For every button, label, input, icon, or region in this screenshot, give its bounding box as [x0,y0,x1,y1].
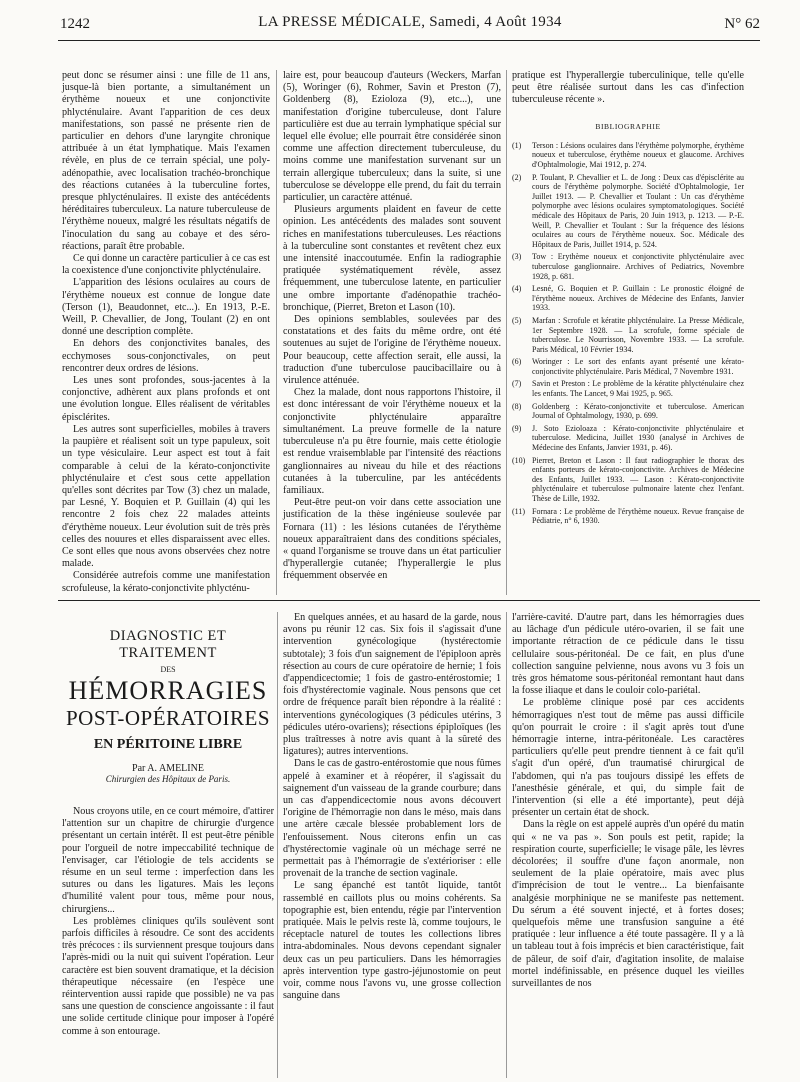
bibliography-text: Tow : Erythème noueux et conjonctivite phlycténulaire avec tuberculose ganglionnaire. Archives of Pediatrics, Novembre 1928, p. 681. [532,252,744,281]
article-column-1 [62,806,274,1074]
paragraph: L'apparition des lésions oculaires au cours de l'érythème noueux est connue de longue date (Terson (1), Beaudonnet, etc...). En 1913, P.-E. Weill, P. Chevallier, de Jong, Toulant (2) en ont donné une description complète. [62,277,270,338]
bibliography-text: Pierret, Breton et Lason : Il faut radiographier le thorax des enfants porteurs de kérato-conjonctivite. Archives de Médecine des Enfants, Juillet 1933. — Lason : Kérato-conjonctivite phlycténulaire et tuberculose pulmonaire latente chez l'enfant. Thèse de Lille, 1932. [532,455,744,503]
column-divider [506,612,507,1078]
article-title-line: EN PÉRITOINE LIBRE [93,737,243,752]
bibliography-number: (7) [512,379,522,389]
bibliography-entry [512,284,744,313]
bibliography-number: (9) [512,423,522,433]
bibliography-entry [512,173,744,250]
column-divider [276,70,277,595]
bibliography-text: P. Toulant, P. Chevallier et L. de Jong : Deux cas d'épisclérite au cours de l'érythème polymorphe. Société d'Ophtalmologie, 1er Juillet 1913. — P. Chevallier et Toulant : Un cas d'érythème polymorphe avec lésions oculaires symptomatologiques. Société médicale des Hôpitaux de Paris, 20 Juin 1913, p. 1213. — P.-E. Weill, P. Chevallier et Toulant : Sur la fréquence des lésions oculaires au cours de l'érythème noueux. Soc. Médicale des Hôpitaux de Paris, Juillet 1914, p. 524. [532,172,744,249]
article-title-block [62,628,274,784]
article-title-line: HÉMORRAGIES [68,676,268,705]
article-title-line: POST-OPÉRATOIRES [65,706,271,730]
column-divider [277,612,278,1078]
paragraph: Le sang épanché est tantôt liquide, tantôt rassemblé en caillots plus ou moins cohérents. Sa topographie est, bien entendu, régie par l'intervention pratiquée. Mais le pelvis reste là, comme toujours, le réceptacle naturel de toutes les collections libres intra-abdominales. Nous devons cependant signaler deux cas un peu particuliers. Dans les hémorragies après intervention type gastro-jéjunostomie on peut voir, comme nous l'avons vu, une grosse collection sanguine dans [283,880,501,1002]
bibliography-entry [512,252,744,281]
paragraph: Considérée autrefois comme une manifestation scrofuleuse, la kérato-conjonctivite phlycténu- [62,570,270,594]
bibliography-entry [512,456,744,504]
upper-column-2 [283,70,501,590]
issue-number: N° 62 [724,16,760,32]
bibliography-number: (1) [512,140,522,150]
paragraph: Le problème clinique posé par ces accidents hémorragiques n'est tout de même pas aussi difficile qu'on pourrait le croire : il s'agit après tout d'une hémorragie interne, intra-péritonéale. Les caractères particuliers qu'elle peut prendre tiennent à ce fait qu'il s'agit d'un opéré, d'un traumatisé chirurgical de l'abdomen, qui n'a pas toujours dissipé les effets de l'anesthésie générale, et qui, du simple fait de l'intervention (si elle a été importante), peut déjà présenter un certain état de shock. [512,697,744,819]
bibliography-text: Goldenberg : Kérato-conjonctivite et tuberculose. American Journal of Ophtalmology, 1930, p. 699. [532,401,744,421]
article-column-3 [512,612,744,1074]
article-title-line: DES [160,665,176,674]
bibliography-number: (5) [512,315,522,325]
paragraph: Plusieurs arguments plaident en faveur de cette opinion. Les antécédents des malades sont souvent riches en manifestations tuberculeuses. Les réactions à la tuberculine sont constantes et revêtent chez eux une intensité inaccoutumée. Enfin la radiographie pratiquée systématiquement révèle, assez fréquemment, une tuberculose latente, en particulier une ombre importante d'adénopathie trachéo-bronchique, (Pierret, Breton et Lason (10). [283,204,501,313]
paragraph: Les unes sont profondes, sous-jacentes à la conjonctive, adhèrent aux plans profonds et ont une évolution longue. Elles réalisent de véritables épisclérites. [62,375,270,423]
upper-column-3 [512,70,744,590]
paragraph: peut donc se résumer ainsi : une fille de 11 ans, jusque-là bien portante, a simultanément un érythème noueux et une conjonctivite phlycténulaire. Avant l'apparition de ces deux manifestations, son passé ne présente rien de particulier en dehors d'une laryngite chronique attribuée à un état lymphatique. Mais l'examen révèle, en plus de ce terrain spécial, une poly-adénopathie, avec localisation trachéo-bronchique des réactions cutanées à la tuberculine fortes, presque phlycténulaires. Il existe des antécédents héréditaires tuberculeux. La nature tuberculeuse de l'érythème noueux, malgré les résultats négatifs de l'inoculation du sang au cobaye et des séro-réactions, paraît être probable. [62,70,270,252]
bibliography-text: Woringer : Le sort des enfants ayant présenté une kérato-conjonctivite phlycténulaire. Paris Médical, 7 Novembre 1931. [532,357,744,376]
article-column-2 [283,612,501,1074]
bibliography-entry [512,402,744,421]
bibliography-entry [512,507,744,526]
bibliography-text: J. Soto Ezioloaza : Kérato-conjonctivite phlycténulaire et tuberculose. Medicina, Juillet 1930 (analysé in Archives de Médecine des Enfants, Janvier 1931, p. 46). [532,423,744,453]
paragraph: Dans le cas de gastro-entérostomie que nous fûmes appelé à examiner et à réopérer, il s'agissait du saignement d'un vaisseau de la grande courbure; dans un cas d'appendicectomie nous avons découvert l'origine de l'hémorragie non dans le méso, mais dans une artère cæcale blessée probablement lors de l'enfouissement. Nous citerons enfin un cas d'hystérectomie vaginale où un méchage serré ne permettait pas à l'hémorragie de s'extérioriser : elle provenait de la tranche de section vaginale. [283,758,501,880]
bibliography-number: (11) [512,506,526,516]
paragraph: Chez la malade, dont nous rapportons l'histoire, il est donc intéressant de voir l'érythème noueux et la conjonctivite phlycténulaire apparaître simultanément. La preuve formelle de la nature tuberculeuse n'a pu être fournie, mais cette étiologie est rendue vraisemblable par l'intensité des réactions ganglionnaires au niveau du hile et des réactions cutanées à la tuberculine, par les antécédents familiaux. [283,387,501,496]
paragraph: pratique est l'hyperallergie tuberculinique, telle qu'elle peut être réalisée surtout dans les cas d'infection tuberculeuse récente ». [512,70,744,106]
header-rule [58,40,760,41]
paragraph: En quelques années, et au hasard de la garde, nous avons pu réunir 12 cas. Six fois il s'agissait d'une intervention gynécologique (hystérectomie subtotale); 3 fois d'un saignement de l'épiploon après résection au cours de cure opératoire de hernie; 1 fois d'appendicectomie; 1 fois de gastro-entérostomie; 1 fois d'hystérectomie vaginale. Nous pensons que cet ordre de fréquence paraît bien répondre à la réalité : interventions gynécologiques (3 pédicules utérins, 3 pédicules utéro-ovariens); résections épiploïques (les plus traîtresses à notre avis quant à la sûreté des ligatures); autres interventions. [283,612,501,758]
bibliography-number: (3) [512,252,522,262]
paragraph: laire est, pour beaucoup d'auteurs (Weckers, Marfan (5), Woringer (6), Rohmer, Savin et Preston (7), Goldenberg (8), Ezioloza (9), etc...), une manifestation d'origine tuberculeuse, dont l'alure particulière est due au terrain lymphatique spécial sur lequel elle évolue; elle pourrait être considérée sinon comme une affection directement tuberculeuse, du moins comme une manifestation survenant sur un terrain allergique tuberculeux; dans la suite, si une tuberculose se développe elle prend, du fait du terrain particulier, un caractère atténué. [283,70,501,204]
bibliography-entry [512,316,744,354]
paragraph: Dans la règle on est appelé auprès d'un opéré du matin qui « ne va pas ». Son pouls est petit, rapide; la respiration courte, superficielle; le visage pâle, les lèvres décolorées; il souffre d'une façon anormale, non seulement de la plaie opératoire, mais avec plus d'imprécision de tout le ventre... La bienfaisante analgésie morphinique ne se manifeste pas nettement. Du sérum a été souvent injecté, et à fortes doses; quelquefois même une transfusion sanguine a été pratiquée : leur influence a été toute passagère. Il y a là un tableau tout à fois imprécis et bien caractéristique, fait de pâleur, de soif d'air, d'agitation insolite, de malaise mortel indéfinissable, en présence duquel les vieilles surveillantes de nos [512,819,744,990]
article-author-title: Chirurgien des Hôpitaux de Paris. [105,774,231,784]
paragraph: Nous croyons utile, en ce court mémoire, d'attirer l'attention sur un chapitre de chirurgie d'urgence présentant un certain intérêt. Il est peut-être pénible pour l'orgueil de notre impeccabilité technique de l'envisager, car l'étiologie de tels accidents se résume en un seul terme : imperfection dans les sutures ou dans les ligatures. Mais les leçons d'humilité valent pour tous, même pour nous, chirurgiens... [62,806,274,915]
paragraph: Ce qui donne un caractère particulier à ce cas est la coexistence d'une conjonctivite phlycténulaire. [62,253,271,277]
paragraph: Des opinions semblables, soulevées par des constatations et des faits du même ordre, ont été soutenues au sujet de l'origine de l'érythème noueux. Pour beaucoup, cette affection serait, elle aussi, la traduction d'une tuberculose paucibacillaire ou à virulence atténuée. [283,314,501,387]
paragraph: Les problèmes cliniques qu'ils soulèvent sont parfois difficiles à résoudre. Ce sont des accidents très précoces : ils surviennent presque toujours dans l'après-midi ou la nuit qui suivent l'opération. Leur caractère est bien souvent dramatique, et la décision thérapeutique nécessaire (en l'espèce une réintervention aussi rapide que possible) ne va pas sans une question de conscience angoissante : il faut une solide certitude clinique pour imposer à l'opéré comme à son entourage. [62,915,274,1037]
paragraph: En dehors des conjonctivites banales, des ecchymoses sous-conjonctivales, on peut rencontrer deux ordres de lésions. [62,338,270,374]
bibliography-number: (10) [512,455,526,465]
article-title-line: DIAGNOSTIC ET TRAITEMENT [109,628,227,661]
bibliography-entry [512,357,744,376]
paragraph: Peut-être peut-on voir dans cette association une justification de la thèse ingénieuse soulevée par Fornara (11) : les lésions cutanées de l'érythème noueux apparaîtraient dans des conditions spéciales, « quand l'organisme se trouve dans un état particulier d'hyperallergie cutanée; l'hyperallergie le plus fréquemment observée en [283,497,501,582]
bibliography-number: (2) [512,172,522,182]
bibliography-heading: BIBLIOGRAPHIE [595,121,661,131]
section-separator [58,600,760,601]
upper-column-1 [62,70,271,594]
bibliography-entry [512,379,744,398]
bibliography-number: (4) [512,284,522,294]
bibliography-text: Marfan : Scrofule et kératite phlycténulaire. La Presse Médicale, 1er Septembre 1928. — La scrofule, forme spéciale de tuberculose. Le Nourrisson, Novembre 1933. — La scrofule. Paris Médical, 10 Février 1934. [532,315,744,354]
article-author: Par A. AMELINE [132,763,204,774]
paragraph: Les autres sont superficielles, mobiles à travers la paupière et réalisent soit un type papuleux, soit un type vésiculaire. Leur aspect est tout à fait comparable à celui de la kérato-conjonctivite phlycténulaire et c'est sous cette appellation qu'elles sont décrites par Tow (3) chez un malade, par Lesné, Y. Boquien et P. Guillain (4) qui les rencontre 2 fois chez 22 malades atteints d'érythème noueux. Leur évolution suit de très près celles des nouures et elles disparaissent avec elles. Ce sont elles que nous avons observées chez notre malade. [62,423,270,570]
bibliography-entry [512,424,744,453]
bibliography-text: Terson : Lésions oculaires dans l'érythème polymorphe, érythème noueux et tuberculose, érythème noueux et glaucome. Archives d'Ophtalmologie, Mai 1912, p. 274. [532,140,744,169]
bibliography-entry [512,141,744,170]
bibliography-text: Fornara : Le problème de l'érythème noueux. Revue française de Pédiatrie, n° 6, 1930. [532,506,744,526]
bibliography-text: Savin et Preston : Le problème de la kératite phlycténulaire chez les enfants. The Lancet, 9 Mai 1925, p. 965. [532,379,744,399]
paragraph: l'arrière-cavité. D'autre part, dans les hémorragies dues au lâchage d'un pédicule utéro-ovarien, il se fait une importante rétraction de ce pédicule dans le tissu cellulaire sous-péritonéal. De ce fait, en plus d'une collection sanguine pelvienne, nous avons vu 3 fois un très gros hématome sous-péritonéal remontant haut dans la fosse iliaque et dans le couloir colo-pariétal. [512,612,744,697]
bibliography-number: (6) [512,357,522,367]
bibliography-number: (8) [512,401,522,411]
journal-title: LA PRESSE MÉDICALE, Samedi, 4 Août 1934 [258,14,562,30]
bibliography-text: Lesné, G. Boquien et P. Guillain : Le pronostic éloigné de l'érythème noueux. Archives de Médecine des Enfants, Janvier 1933. [532,284,744,313]
column-divider [506,70,507,595]
page-header [60,14,760,36]
page-number: 1242 [60,16,90,32]
bibliography-list [512,141,744,526]
